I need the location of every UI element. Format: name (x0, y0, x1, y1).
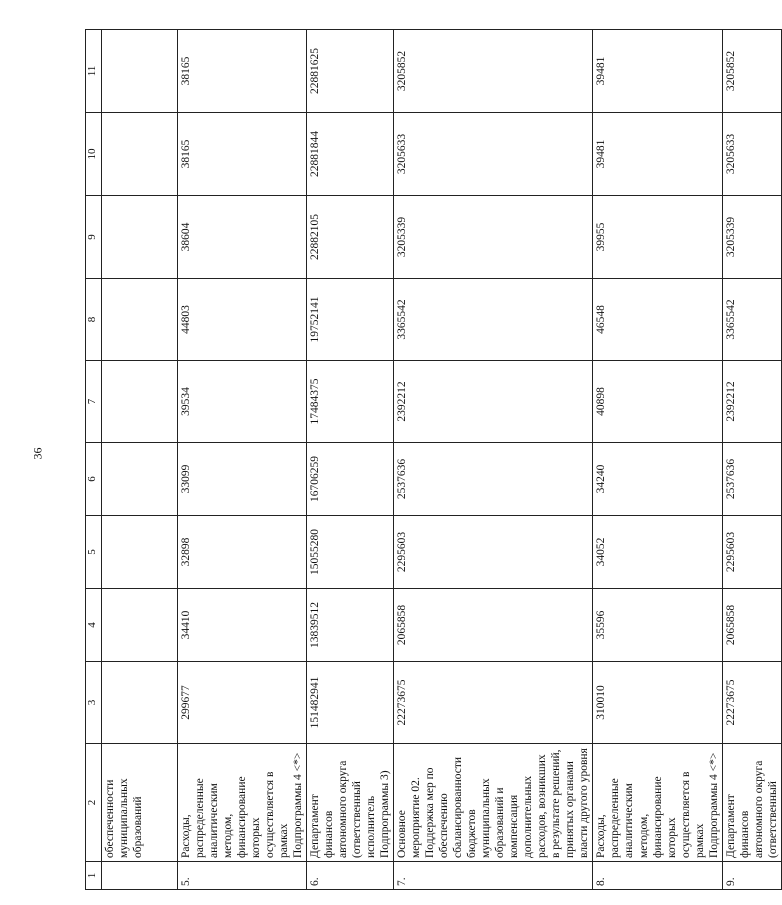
value-cell: 38604 (178, 196, 307, 279)
row-number: 8. (593, 862, 722, 890)
value-cell: 3205852 (394, 30, 593, 113)
value-cell: 33099 (178, 443, 307, 516)
value-cell: 2392212 (722, 361, 781, 443)
column-header: 5 (86, 516, 102, 589)
value-cell: 3205339 (722, 196, 781, 279)
value-cell: 22881625 (307, 30, 394, 113)
column-header: 4 (86, 589, 102, 662)
value-cell: 34410 (178, 589, 307, 662)
row-name: Расходы, распределенные аналитическим методом, финансирование которых осуществляется в рамках Подпрограммы 4 <*> (593, 744, 722, 862)
value-cell: 22882105 (307, 196, 394, 279)
value-cell: 2537636 (722, 443, 781, 516)
value-cell: 22273675 (722, 662, 781, 744)
value-cell: 2295603 (394, 516, 593, 589)
value-cell (102, 589, 178, 662)
row-name: Основное мероприятие 02. Поддержка мер по обеспечению сбалансированности бюджетов муниципальных образований и компенсация дополнительных расходов, возникших в результате решений, принятых органами власти другого уровня (394, 744, 593, 862)
value-cell: 39534 (178, 361, 307, 443)
table-row (394, 30, 593, 890)
value-cell: 17484375 (307, 361, 394, 443)
value-cell (102, 279, 178, 361)
column-header: 3 (86, 662, 102, 744)
page-number: 36 (30, 447, 45, 460)
column-header: 10 (86, 113, 102, 196)
value-cell: 34052 (593, 516, 722, 589)
column-header: 2 (86, 744, 102, 862)
value-cell: 15055280 (307, 516, 394, 589)
value-cell: 299677 (178, 662, 307, 744)
value-cell: 32898 (178, 516, 307, 589)
column-header: 7 (86, 361, 102, 443)
row-number: 9. (722, 862, 781, 890)
header-row (86, 30, 102, 890)
table-row (722, 30, 781, 890)
row-number: 7. (394, 862, 593, 890)
value-cell: 39481 (593, 113, 722, 196)
value-cell: 2065858 (394, 589, 593, 662)
column-header: 6 (86, 443, 102, 516)
value-cell (102, 443, 178, 516)
value-cell: 3205633 (722, 113, 781, 196)
row-number: 6. (307, 862, 394, 890)
value-cell (102, 662, 178, 744)
table-row (307, 30, 394, 890)
row-name: Департамент финансов автономного округа (ответственный (722, 744, 781, 862)
value-cell: 46548 (593, 279, 722, 361)
table-row (593, 30, 722, 890)
value-cell: 39955 (593, 196, 722, 279)
value-cell: 22881844 (307, 113, 394, 196)
row-name: Расходы, распределенные аналитическим методом, финансирование которых осуществляется в рамках Подпрограммы 4 <*> (178, 744, 307, 862)
value-cell: 2392212 (394, 361, 593, 443)
value-cell: 3205339 (394, 196, 593, 279)
column-header: 8 (86, 279, 102, 361)
value-cell (102, 361, 178, 443)
value-cell: 35596 (593, 589, 722, 662)
column-header: 9 (86, 196, 102, 279)
value-cell: 16706259 (307, 443, 394, 516)
value-cell (102, 196, 178, 279)
value-cell: 39481 (593, 30, 722, 113)
value-cell: 151482941 (307, 662, 394, 744)
value-cell: 38165 (178, 113, 307, 196)
row-name: обеспеченности муниципальных образований (102, 744, 178, 862)
value-cell: 22273675 (394, 662, 593, 744)
value-cell: 38165 (178, 30, 307, 113)
value-cell (102, 113, 178, 196)
budget-table (85, 29, 782, 890)
value-cell: 19752141 (307, 279, 394, 361)
value-cell (102, 30, 178, 113)
value-cell: 34240 (593, 443, 722, 516)
value-cell (102, 516, 178, 589)
value-cell: 44803 (178, 279, 307, 361)
value-cell: 40898 (593, 361, 722, 443)
value-cell: 310010 (593, 662, 722, 744)
column-header: 11 (86, 30, 102, 113)
row-name: Департамент финансов автономного округа (ответственный исполнитель Подпрограммы 3) (307, 744, 394, 862)
table-row (178, 30, 307, 890)
value-cell: 3365542 (394, 279, 593, 361)
row-number (102, 862, 178, 890)
value-cell: 3365542 (722, 279, 781, 361)
column-header: 1 (86, 862, 102, 890)
row-number: 5. (178, 862, 307, 890)
value-cell: 3205852 (722, 30, 781, 113)
value-cell: 2295603 (722, 516, 781, 589)
value-cell: 2065858 (722, 589, 781, 662)
value-cell: 2537636 (394, 443, 593, 516)
value-cell: 13839512 (307, 589, 394, 662)
value-cell: 3205633 (394, 113, 593, 196)
table-row (102, 30, 178, 890)
rotated-table-container (85, 30, 779, 890)
